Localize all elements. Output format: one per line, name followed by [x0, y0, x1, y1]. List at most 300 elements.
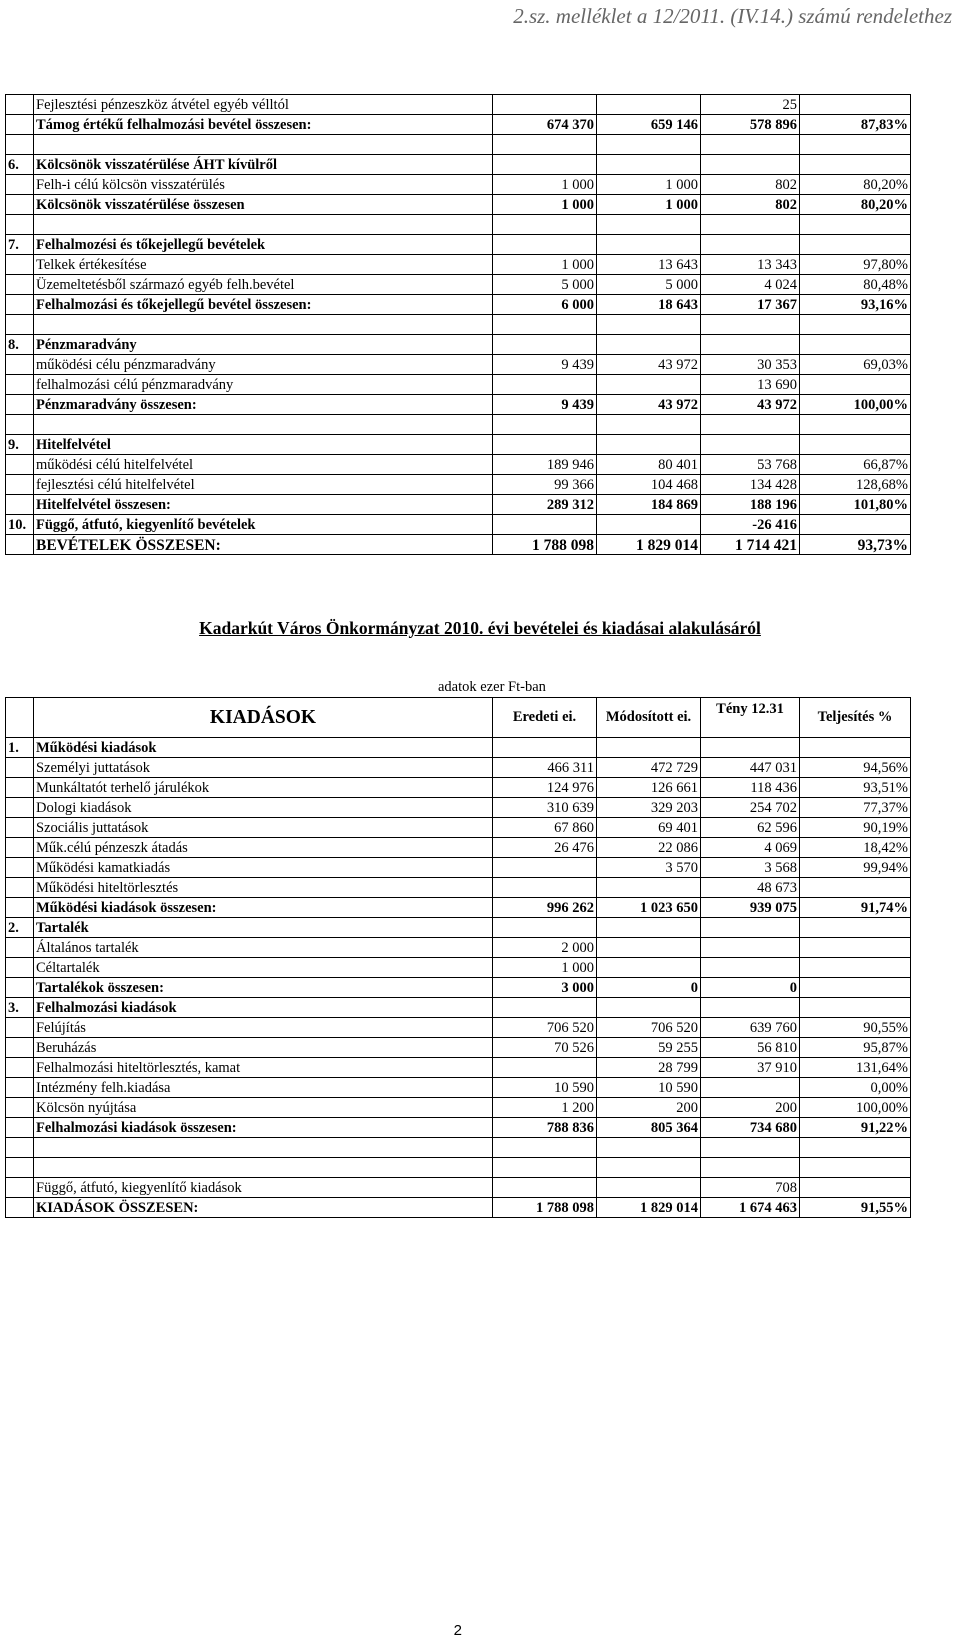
- row-index: [6, 798, 34, 818]
- eredeti-value: [493, 1058, 597, 1078]
- row-label: Személyi juttatások: [34, 758, 493, 778]
- row-label: Céltartalék: [34, 958, 493, 978]
- row-label: Tartalékok összesen:: [34, 978, 493, 998]
- teljesites-value: 95,87%: [800, 1038, 911, 1058]
- modositott-value: 200: [597, 1098, 701, 1118]
- eredeti-value: 674 370: [493, 115, 597, 135]
- eredeti-value: 996 262: [493, 898, 597, 918]
- row-index: [6, 1058, 34, 1078]
- row-label: Működési kiadások: [34, 738, 493, 758]
- teljesites-header: Teljesítés %: [800, 698, 911, 738]
- eredeti-value: [493, 435, 597, 455]
- teljesites-value: 80,48%: [800, 275, 911, 295]
- eredeti-value: 9 439: [493, 355, 597, 375]
- table-row: [6, 255, 911, 275]
- table-row: [6, 295, 911, 315]
- row-label: Felhalmozási és tőkejellegű bevétel összesen:: [34, 295, 493, 315]
- table-row: [6, 315, 911, 335]
- eredeti-value: 99 366: [493, 475, 597, 495]
- row-index: [6, 415, 34, 435]
- teny-value: [701, 315, 800, 335]
- modositott-value: [597, 155, 701, 175]
- row-label: Intézmény felh.kiadása: [34, 1078, 493, 1098]
- teny-value: 3 568: [701, 858, 800, 878]
- table-row: [6, 778, 911, 798]
- table-row: [6, 918, 911, 938]
- modositott-value: [597, 335, 701, 355]
- modositott-value: 13 643: [597, 255, 701, 275]
- row-label: Felhalmozási kiadások összesen:: [34, 1118, 493, 1138]
- modositott-value: [597, 998, 701, 1018]
- modositott-value: [597, 375, 701, 395]
- row-index: 3.: [6, 998, 34, 1018]
- row-index: [6, 95, 34, 115]
- table-row: [6, 878, 911, 898]
- row-index: [6, 475, 34, 495]
- row-label: Felhalmozési és tőkejellegű bevételek: [34, 235, 493, 255]
- row-index: [6, 898, 34, 918]
- modositott-value: 1 829 014: [597, 535, 701, 555]
- row-label: Üzemeltetésből származó egyéb felh.bevétel: [34, 275, 493, 295]
- row-label: [34, 215, 493, 235]
- teljesites-value: 66,87%: [800, 455, 911, 475]
- teljesites-value: [800, 235, 911, 255]
- table-row: [6, 1038, 911, 1058]
- eredeti-value: [493, 1138, 597, 1158]
- modositott-value: 706 520: [597, 1018, 701, 1038]
- eredeti-value: 1 788 098: [493, 535, 597, 555]
- teny-value: [701, 738, 800, 758]
- table-row: [6, 215, 911, 235]
- modositott-value: 126 661: [597, 778, 701, 798]
- teljesites-value: [800, 998, 911, 1018]
- teljesites-value: 90,55%: [800, 1018, 911, 1038]
- row-label: Tartalék: [34, 918, 493, 938]
- teny-value: 447 031: [701, 758, 800, 778]
- teny-value: 43 972: [701, 395, 800, 415]
- row-label: felhalmozási célú pénzmaradvány: [34, 375, 493, 395]
- eredeti-value: 2 000: [493, 938, 597, 958]
- teny-value: 37 910: [701, 1058, 800, 1078]
- teny-value: 708: [701, 1178, 800, 1198]
- row-label: Kölcsönök visszatérülése ÁHT kívülről: [34, 155, 493, 175]
- teny-value: 56 810: [701, 1038, 800, 1058]
- table-row: [6, 858, 911, 878]
- row-index: [6, 1078, 34, 1098]
- teljesites-value: 100,00%: [800, 395, 911, 415]
- teny-value: [701, 1138, 800, 1158]
- modositott-value: 1 829 014: [597, 1198, 701, 1218]
- eredeti-value: 5 000: [493, 275, 597, 295]
- row-label: Felhalmozási hiteltörlesztés, kamat: [34, 1058, 493, 1078]
- row-index: [6, 978, 34, 998]
- modositott-value: 43 972: [597, 355, 701, 375]
- table-row: [6, 435, 911, 455]
- table-row: [6, 998, 911, 1018]
- eredeti-value: [493, 375, 597, 395]
- row-index: [6, 758, 34, 778]
- row-index: 7.: [6, 235, 34, 255]
- income-table: [5, 94, 911, 555]
- teljesites-value: 101,80%: [800, 495, 911, 515]
- row-index: [6, 958, 34, 978]
- teljesites-value: 128,68%: [800, 475, 911, 495]
- eredeti-value: 1 000: [493, 255, 597, 275]
- teljesites-value: 18,42%: [800, 838, 911, 858]
- modositott-value: 659 146: [597, 115, 701, 135]
- teny-value: [701, 435, 800, 455]
- row-label: KIADÁSOK ÖSSZESEN:: [34, 1198, 493, 1218]
- teljesites-value: [800, 1138, 911, 1158]
- row-label: Működési kamatkiadás: [34, 858, 493, 878]
- teljesites-value: 90,19%: [800, 818, 911, 838]
- eredeti-value: 1 788 098: [493, 1198, 597, 1218]
- modositott-value: [597, 215, 701, 235]
- teljesites-value: [800, 375, 911, 395]
- eredeti-value: [493, 858, 597, 878]
- eredeti-value: [493, 215, 597, 235]
- eredeti-value: 706 520: [493, 1018, 597, 1038]
- teny-value: 188 196: [701, 495, 800, 515]
- teljesites-value: 69,03%: [800, 355, 911, 375]
- table-row: [6, 455, 911, 475]
- teljesites-value: [800, 135, 911, 155]
- modositott-value: [597, 135, 701, 155]
- row-index: [6, 275, 34, 295]
- modositott-value: [597, 938, 701, 958]
- teny-value: [701, 335, 800, 355]
- table-row: [6, 495, 911, 515]
- modositott-value: 28 799: [597, 1058, 701, 1078]
- teljesites-value: [800, 1178, 911, 1198]
- table-row: [6, 898, 911, 918]
- teljesites-value: [800, 918, 911, 938]
- row-index: [6, 375, 34, 395]
- teny-value: 939 075: [701, 898, 800, 918]
- row-label: Műk.célú pénzeszk átadás: [34, 838, 493, 858]
- row-label: Támog értékű felhalmozási bevétel összesen:: [34, 115, 493, 135]
- row-label: Felh-i célú kölcsön visszatérülés: [34, 175, 493, 195]
- modositott-value: [597, 878, 701, 898]
- eredeti-value: [493, 1178, 597, 1198]
- eredeti-value: [493, 155, 597, 175]
- modositott-value: [597, 738, 701, 758]
- eredeti-value: [493, 415, 597, 435]
- teny-value: 0: [701, 978, 800, 998]
- teljesites-value: [800, 415, 911, 435]
- row-label: Telkek értékesítése: [34, 255, 493, 275]
- modositott-value: 80 401: [597, 455, 701, 475]
- page-number: [0, 1622, 910, 1639]
- modositott-value: [597, 95, 701, 115]
- row-label: Felújítás: [34, 1018, 493, 1038]
- row-index: [6, 215, 34, 235]
- teny-value: [701, 998, 800, 1018]
- table-row: [6, 838, 911, 858]
- row-label: Működési kiadások összesen:: [34, 898, 493, 918]
- teljesites-value: [800, 878, 911, 898]
- row-label: Fejlesztési pénzeszköz átvétel egyéb vélltól: [34, 95, 493, 115]
- row-index: [6, 1098, 34, 1118]
- teny-value: 25: [701, 95, 800, 115]
- row-label: [34, 1158, 493, 1178]
- eredeti-value: [493, 315, 597, 335]
- kiadasok-header: KIADÁSOK: [34, 698, 493, 738]
- eredeti-value: 1 000: [493, 958, 597, 978]
- table-row: [6, 175, 911, 195]
- modositott-value: 805 364: [597, 1118, 701, 1138]
- row-label: Pénzmaradvány: [34, 335, 493, 355]
- table-row: [6, 355, 911, 375]
- eredeti-value: 466 311: [493, 758, 597, 778]
- teljesites-value: [800, 315, 911, 335]
- row-label: Felhalmozási kiadások: [34, 998, 493, 1018]
- row-index: [6, 195, 34, 215]
- row-index: [6, 135, 34, 155]
- teny-value: 53 768: [701, 455, 800, 475]
- eredeti-value: 1 000: [493, 175, 597, 195]
- table-row: [6, 155, 911, 175]
- modositott-value: 1 000: [597, 195, 701, 215]
- modositott-value: 18 643: [597, 295, 701, 315]
- teljesites-value: [800, 1158, 911, 1178]
- teljesites-value: [800, 155, 911, 175]
- row-label: [34, 315, 493, 335]
- row-index: [6, 1138, 34, 1158]
- teny-value: [701, 415, 800, 435]
- row-index: [6, 778, 34, 798]
- modositott-value: [597, 315, 701, 335]
- row-label: [34, 1138, 493, 1158]
- eredeti-value: 70 526: [493, 1038, 597, 1058]
- teljesites-value: 91,74%: [800, 898, 911, 918]
- row-index: [6, 355, 34, 375]
- teljesites-value: 93,51%: [800, 778, 911, 798]
- row-index: [6, 858, 34, 878]
- eredeti-value: 310 639: [493, 798, 597, 818]
- modositott-value: 184 869: [597, 495, 701, 515]
- table-row: [6, 95, 911, 115]
- row-index: [6, 938, 34, 958]
- eredeti-value: [493, 878, 597, 898]
- row-label: Függő, átfutó, kiegyenlítő bevételek: [34, 515, 493, 535]
- teljesites-value: [800, 738, 911, 758]
- teljesites-value: 93,16%: [800, 295, 911, 315]
- teny-value: 30 353: [701, 355, 800, 375]
- row-label: Általános tartalék: [34, 938, 493, 958]
- row-label: Beruházás: [34, 1038, 493, 1058]
- teny-value: 13 690: [701, 375, 800, 395]
- row-index: [6, 838, 34, 858]
- row-label: Működési hiteltörlesztés: [34, 878, 493, 898]
- teljesites-value: 80,20%: [800, 195, 911, 215]
- table-row: [6, 1078, 911, 1098]
- teljesites-value: 93,73%: [800, 535, 911, 555]
- row-index: 10.: [6, 515, 34, 535]
- row-index: 9.: [6, 435, 34, 455]
- eredeti-value: [493, 135, 597, 155]
- expense-table: [5, 697, 911, 1218]
- row-index: [6, 395, 34, 415]
- row-label: Dologi kiadások: [34, 798, 493, 818]
- table-row: [6, 1138, 911, 1158]
- teljesites-value: [800, 435, 911, 455]
- modositott-value: [597, 1158, 701, 1178]
- eredeti-value: 1 200: [493, 1098, 597, 1118]
- row-index: 1.: [6, 738, 34, 758]
- eredeti-value: 289 312: [493, 495, 597, 515]
- modositott-value: 5 000: [597, 275, 701, 295]
- row-label: Kölcsönök visszatérülése összesen: [34, 195, 493, 215]
- modositott-value: 43 972: [597, 395, 701, 415]
- row-label: Hitelfelvétel: [34, 435, 493, 455]
- row-index: [6, 295, 34, 315]
- row-index: [6, 175, 34, 195]
- teny-value: 48 673: [701, 878, 800, 898]
- row-index: [6, 455, 34, 475]
- row-label: Pénzmaradvány összesen:: [34, 395, 493, 415]
- modositott-value: [597, 918, 701, 938]
- table-row: [6, 535, 911, 555]
- row-index: [6, 1018, 34, 1038]
- eredeti-value: [493, 918, 597, 938]
- modositott-value: 59 255: [597, 1038, 701, 1058]
- teljesites-value: 131,64%: [800, 1058, 911, 1078]
- teny-value: 1 674 463: [701, 1198, 800, 1218]
- modositott-value: [597, 415, 701, 435]
- table-row: [6, 475, 911, 495]
- teny-value: 13 343: [701, 255, 800, 275]
- teny-value: 200: [701, 1098, 800, 1118]
- teljesites-value: [800, 515, 911, 535]
- eredeti-value: 3 000: [493, 978, 597, 998]
- modositott-value: [597, 1138, 701, 1158]
- row-index: 6.: [6, 155, 34, 175]
- table-row: [6, 978, 911, 998]
- row-label: Szociális juttatások: [34, 818, 493, 838]
- row-label: fejlesztési célú hitelfelvétel: [34, 475, 493, 495]
- table-row: [6, 515, 911, 535]
- row-index: [6, 115, 34, 135]
- eredeti-value: 1 000: [493, 195, 597, 215]
- row-index: [6, 535, 34, 555]
- table-row: [6, 738, 911, 758]
- row-label: Munkáltatót terhelő járulékok: [34, 778, 493, 798]
- eredeti-value: 67 860: [493, 818, 597, 838]
- row-index: [6, 1118, 34, 1138]
- table-row: [6, 135, 911, 155]
- row-index: 2.: [6, 918, 34, 938]
- table-row: [6, 415, 911, 435]
- modositott-value: [597, 515, 701, 535]
- teljesites-value: 99,94%: [800, 858, 911, 878]
- row-index: [6, 878, 34, 898]
- table-row: [6, 235, 911, 255]
- row-index: 8.: [6, 335, 34, 355]
- eredeti-value: 26 476: [493, 838, 597, 858]
- eredeti-value: [493, 1158, 597, 1178]
- modositott-value: 3 570: [597, 858, 701, 878]
- table-row: [6, 1158, 911, 1178]
- table-row: [6, 275, 911, 295]
- page-title: Kadarkút Város Önkormányzat 2010. évi bevételei és kiadásai alakulásáról: [199, 618, 761, 638]
- teny-value: [701, 135, 800, 155]
- eredeti-value: [493, 515, 597, 535]
- table-row: [6, 1178, 911, 1198]
- modositott-header: Módosított ei.: [597, 698, 701, 738]
- teljesites-value: 91,55%: [800, 1198, 911, 1218]
- table-row: [6, 798, 911, 818]
- eredeti-value: 9 439: [493, 395, 597, 415]
- teny-value: [701, 938, 800, 958]
- modositott-value: 22 086: [597, 838, 701, 858]
- teljesites-value: [800, 978, 911, 998]
- row-label: működési célú hitelfelvétel: [34, 455, 493, 475]
- table-row: [6, 1058, 911, 1078]
- teljesites-value: [800, 215, 911, 235]
- row-index: [6, 255, 34, 275]
- header-index-cell: [6, 698, 34, 738]
- eredeti-value: [493, 738, 597, 758]
- eredeti-value: [493, 998, 597, 1018]
- teljesites-value: 97,80%: [800, 255, 911, 275]
- modositott-value: [597, 435, 701, 455]
- row-index: [6, 495, 34, 515]
- modositott-value: 329 203: [597, 798, 701, 818]
- row-index: [6, 1158, 34, 1178]
- expense-header-row: [6, 698, 911, 738]
- modositott-value: [597, 235, 701, 255]
- eredeti-value: 189 946: [493, 455, 597, 475]
- table-row: [6, 818, 911, 838]
- table-row: [6, 958, 911, 978]
- teljesites-value: [800, 335, 911, 355]
- teny-value: [701, 215, 800, 235]
- modositott-value: 1 023 650: [597, 898, 701, 918]
- teljesites-value: 77,37%: [800, 798, 911, 818]
- table-row: [6, 395, 911, 415]
- teny-value: 802: [701, 175, 800, 195]
- table-row: [6, 375, 911, 395]
- modositott-value: [597, 958, 701, 978]
- teny-value: 17 367: [701, 295, 800, 315]
- teny-value: 134 428: [701, 475, 800, 495]
- modositott-value: 104 468: [597, 475, 701, 495]
- teny-value: -26 416: [701, 515, 800, 535]
- teljesites-value: 87,83%: [800, 115, 911, 135]
- table-row: [6, 195, 911, 215]
- table-row: [6, 1018, 911, 1038]
- page-number-text: 2: [453, 1622, 462, 1639]
- modositott-value: 472 729: [597, 758, 701, 778]
- row-index: [6, 818, 34, 838]
- teny-value: 578 896: [701, 115, 800, 135]
- table-row: [6, 1098, 911, 1118]
- teny-value: 734 680: [701, 1118, 800, 1138]
- teny-value: 62 596: [701, 818, 800, 838]
- row-index: [6, 1038, 34, 1058]
- teny-value: [701, 958, 800, 978]
- modositott-value: 1 000: [597, 175, 701, 195]
- teny-value: 4 024: [701, 275, 800, 295]
- teny-value: 118 436: [701, 778, 800, 798]
- row-label: BEVÉTELEK ÖSSZESEN:: [34, 535, 493, 555]
- teny-value: [701, 1078, 800, 1098]
- teny-value: 802: [701, 195, 800, 215]
- document-header: 2.sz. melléklet a 12/2011. (IV.14.) számú rendelethez: [513, 4, 952, 28]
- eredeti-value: [493, 335, 597, 355]
- teljesites-value: 0,00%: [800, 1078, 911, 1098]
